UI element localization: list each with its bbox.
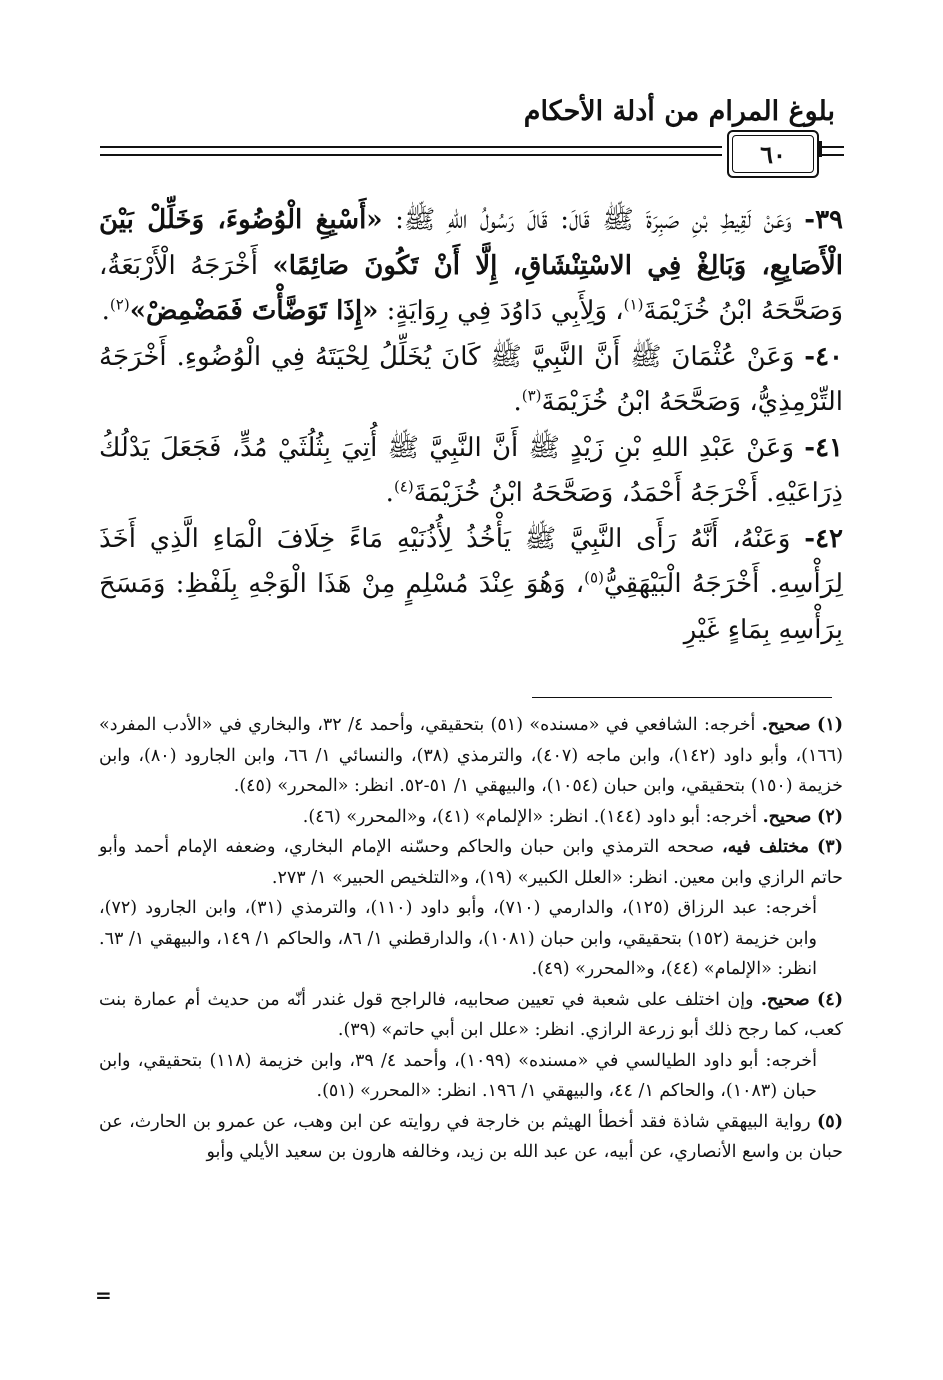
footnote-ref[interactable]: (٢) <box>109 295 130 314</box>
footnote-text: أخرجه: أبو داود الطيالسي في «مسنده» (١٠٩٩)، وأحمد ٤/ ٣٩، وابن خزيمة (١١٨) بتحقيقي، وابن حبان (١٠٨٣)، والحاكم ١/ ٤٤، والبيهقي ١/ ١٩٦. انظر: «المحرر» (٥١). <box>99 1050 817 1101</box>
hadith-body: وَعَنْ عَبْدِ اللهِ بْنِ زَيْدٍ ﷺ أَنَّ النَّبِيَّ ﷺ أُتِيَ بِثُلُثَيْ مُدٍّ، فَجَعَلَ يَدْلُكُ ذِرَاعَيْهِ. أَخْرَجَهُ أَحْمَدُ، وَصَحَّحَهُ ابْنُ خُزَيْمَةَ <box>99 432 843 508</box>
hadith-opening: وَعَنْ لَقِيطِ بْنِ صَبِرَةَ ﷺ قَالَ: قَالَ رَسُولُ اللهِ ﷺ: <box>382 205 805 235</box>
footnote-ref[interactable]: (١) <box>623 295 644 314</box>
hadith-quote: «إِذَا تَوَضَّأْتَ فَمَضْمِضْ» <box>129 296 379 326</box>
hadith-source: ، وَلِأَبِي دَاوُدَ فِي رِوَايَةٍ: <box>378 296 624 326</box>
footnote-line <box>99 802 843 833</box>
hadith-40 <box>99 335 843 426</box>
hadith-end: ، وَهُوَ عِنْدَ مُسْلِمٍ مِنْ هَذَا الْوَجْهِ بِلَفْظِ: وَمَسَحَ بِرَأْسِهِ بِمَاءٍ غَيْرِ <box>99 569 843 645</box>
footnote-number: (٢) <box>817 806 843 827</box>
footnote-number: (٣) <box>817 837 843 857</box>
page-number <box>727 130 819 178</box>
header-rule-left <box>100 146 722 156</box>
footnote-text: صححه الترمذي وابن حبان والحاكم وحسّنه الإمام البخاري، وضعفه الإمام أحمد وأبو حاتم الرازي وابن معين. انظر: «العلل الكبير» (١٩)، و«التلخيص الحبير» ١/ ٢٧٣. <box>99 837 843 888</box>
page-number-value: ٦٠ <box>760 139 786 169</box>
hadith-end: . <box>513 387 522 417</box>
hadith-body: وَعَنْهُ، أَنَّهُ رَأَى النَّبِيَّ ﷺ يَأْخُذُ لِأُذُنَيْهِ مَاءً خِلَافَ الْمَاءِ الَّذِي أَخَذَ لِرَأْسِهِ. أَخْرَجَهُ الْبَيْهَقِيُّ <box>99 523 844 599</box>
continuation-mark: = <box>95 1283 112 1307</box>
footnote-verdict: صحيح. <box>760 989 810 1010</box>
footnote-text: أخرجه: عبد الرزاق (١٢٥)، والدارمي (٧١٠)، وأبو داود (١١٠)، والترمذي (٣١)، وابن الجارود (٧٢)، وابن خزيمة (١٥٢) بتحقيقي، وابن حبان (١٠٨١)، والدارقطني ١/ ٨٦، والحاكم ١/ ١٤٩، والبيهقي ١/ ٦٣. انظر: «الإلمام» (٤٤)، و«المحرر» (٤٩). <box>99 898 817 979</box>
hadith-source: أَخْرَجَهُ الْأَرْبَعَةُ، وَصَحَّحَهُ ابْنُ خُزَيْمَةَ <box>99 250 843 326</box>
hadith-end: . <box>101 296 110 326</box>
hadith-quote: «أَسْبِغِ الْوُضُوءَ، وَخَلِّلْ بَيْنَ الْأَصَابِعِ، وَبَالِغْ فِي الاسْتِنْشَاقِ، إِلَّا أَنْ تَكُونَ صَائِمًا» <box>99 205 844 281</box>
header-rule-right <box>822 146 844 156</box>
footnote-separator <box>532 697 832 698</box>
footnote-line <box>99 1107 843 1168</box>
hadith-body: وَعَنْ عُثْمَانَ ﷺ أَنَّ النَّبِيَّ ﷺ كَانَ يُخَلِّلُ لِحْيَتَهُ فِي الْوُضُوءِ. أَخْرَجَهُ التِّرْمِذِيُّ، وَصَحَّحَهُ ابْنُ خُزَيْمَةَ <box>99 341 843 417</box>
hadith-number: ٤٢- <box>804 523 843 554</box>
footnote-number: (٥) <box>817 1111 843 1132</box>
footnote-text: رواية البيهقي شاذة فقد أخطأ الهيثم بن خارجة في روايته عن ابن وهب، عن عمرو بن الحارث، عن حبان بن واسع الأنصاري، عن أبيه، عن عبد الله بن زيد، وخالفه هارون بن سعيد الأيلي وأبو <box>99 1111 843 1162</box>
footnote-2 <box>99 802 843 833</box>
footnote-5 <box>99 1107 843 1168</box>
hadith-number: ٣٩- <box>804 205 843 235</box>
hadith-42 <box>99 517 843 654</box>
hadith-end: . <box>385 478 394 508</box>
hadith-number: ٤١- <box>804 432 843 463</box>
hadith-39 <box>99 198 843 335</box>
footnote-ref[interactable]: (٤) <box>393 477 414 496</box>
footnote-verdict: صحيح. <box>761 715 811 735</box>
footnote-1 <box>99 710 843 802</box>
footnotes <box>99 710 843 1168</box>
hadith-41 <box>99 426 843 517</box>
footnote-verdict: مختلف فيه، <box>722 837 810 857</box>
running-title: بلوغ المرام من أدلة الأحكام <box>523 96 835 127</box>
footnote-number: (١) <box>817 715 843 735</box>
hadith-number: ٤٠- <box>804 341 843 372</box>
footnote-line <box>99 985 843 1046</box>
footnote-number: (٤) <box>817 989 843 1010</box>
footnote-text: أخرجه: الشافعي في «مسنده» (٥١) بتحقيقي، وأحمد ٤/ ٣٢، والبخاري في «الأدب المفرد» (١٦٦)، وأبو داود (١٤٢)، وابن ماجه (٤٠٧)، والترمذي (٣٨)، والنسائي ١/ ٦٦، وابن الجارود (٨٠)، وابن خزيمة (١٥٠) بتحقيقي، وابن حبان (١٠٥٤)، والبيهقي ١/ ٥١-٥٢. انظر: «المحرر» (٤٥). <box>99 715 843 796</box>
footnote-ref[interactable]: (٣) <box>521 386 542 405</box>
footnote-line <box>99 710 843 802</box>
footnote-verdict: صحيح. <box>762 806 812 827</box>
footnote-4 <box>99 985 843 1107</box>
footnote-ref[interactable]: (٥) <box>584 568 604 587</box>
footnote-text: وإن اختلف على شعبة في تعيين صحابيه، فالراجح قول غندر أنّه من حديث أم عمارة بنت كعب، كما رجح ذلك أبو زرعة الرازي. انظر: «علل ابن أبي حاتم» (٣٩). <box>99 989 843 1040</box>
footnote-3 <box>99 832 843 985</box>
hadith-text <box>99 198 843 653</box>
footnote-text: أخرجه: أبو داود (١٤٤). انظر: «الإلمام» (٤١)، و«المحرر» (٤٦). <box>302 806 763 827</box>
footnote-line <box>99 832 843 893</box>
